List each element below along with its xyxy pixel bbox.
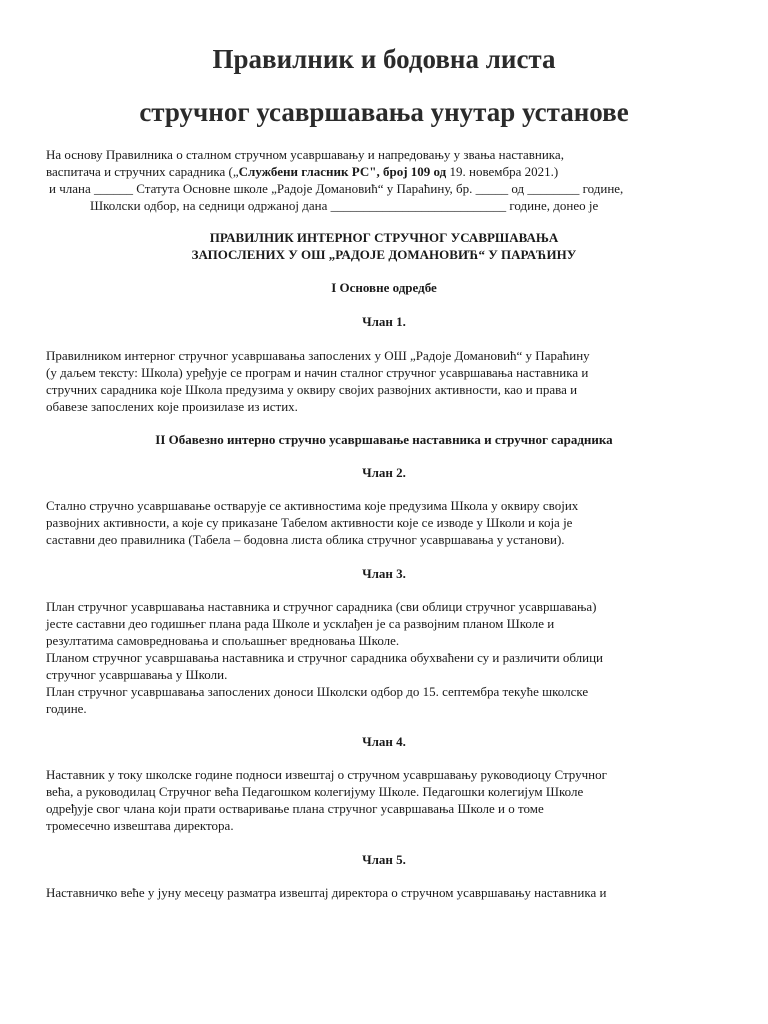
article-1-text — [46, 347, 736, 415]
article-3-line: године. — [46, 701, 87, 716]
section-heading-1: I Основне одредбе — [331, 280, 437, 295]
article-4-line: Наставник у току школске године подноси извештај о стручном усавршавању руководиоцу Стручног — [46, 767, 607, 782]
article-4-text — [46, 766, 736, 834]
article-4-line: одређује свог члана који прати остваривање плана стручног усавршавања Школе и о томе — [46, 801, 544, 816]
article-2-title: Члан 2. — [362, 465, 406, 480]
article-3-line: резултатима самовредновања и спољашњег вредновања Школе. — [46, 633, 400, 648]
intro-line-4: Школски одбор, на седници одржаној дана ___________________________ године, донео је — [90, 198, 599, 213]
article-1-line: стручних сарадника које Школа предузима у оквиру својих развојних активности, као и права и — [46, 382, 578, 397]
article-3-line: стручног усавршавања у Школи. — [46, 667, 228, 682]
article-4-line: тромесечно извештава директора. — [46, 818, 234, 833]
document-title-line-1: Правилник и бодовна листа — [212, 44, 556, 74]
article-2-text — [46, 497, 736, 548]
article-3-text — [46, 598, 736, 717]
intro-line-2-b: Службени гласник РС", број 109 од — [238, 164, 447, 179]
article-3-line: План стручног усавршавања запослених доноси Школски одбор до 15. септембра текуће школске — [46, 684, 589, 699]
article-3-line: План стручног усавршавања наставника и стручног сарадника (сви облици стручног усавршавања) — [46, 599, 597, 614]
article-1-line: (у даљем тексту: Школа) уређује се програм и начин сталног стручног усавршавања наставника и — [46, 365, 589, 380]
intro-line-3: и члана ______ Статута Основне школе „Радоје Домановић“ у Параћину, бр. _____ од ________ године, — [49, 181, 624, 196]
intro-line-2-c: 19. новембра 2021.) — [446, 164, 559, 179]
document-title-line-2: стручног усавршавања унутар установе — [139, 97, 629, 127]
article-3-line: јесте саставни део годишњег плана рада Школе и усклађен је са развојним планом Школе и — [46, 616, 555, 631]
article-4-title: Члан 4. — [362, 734, 406, 749]
article-2-line: саставни део правилника (Табела – бодовна листа облика стручног усавршавања у установи). — [46, 532, 565, 547]
rulebook-heading-line-2: ЗАПОСЛЕНИХ У ОШ „РАДОЈЕ ДОМАНОВИЋ“ У ПАРАЋИНУ — [191, 247, 577, 262]
article-2-line: Стално стручно усавршавање остварује се активностима које предузима Школа у оквиру својих — [46, 498, 579, 513]
article-1-line: Правилником интерног стручног усавршавања запослених у ОШ „Радоје Домановић“ у Параћину — [46, 348, 590, 363]
article-3-line: Планом стручног усавршавања наставника и стручног сарадника обухваћени су и различити облици — [46, 650, 604, 665]
article-1-line: обавезе запослених које произилазе из истих. — [46, 399, 298, 414]
article-3-title: Члан 3. — [362, 566, 406, 581]
article-4-line: већа, а руководилац Стручног већа Педагошком колегијуму Школе. Педагошки колегијум Школе — [46, 784, 584, 799]
intro-line-2 — [46, 163, 726, 180]
section-heading-2: II Обавезно интерно стручно усавршавање наставника и стручног сарадника — [155, 432, 613, 447]
rulebook-heading — [0, 229, 768, 263]
article-5-title: Члан 5. — [362, 852, 406, 867]
intro-paragraph — [46, 146, 726, 214]
article-2-line: развојних активности, а које су приказане Табелом активности које се изводе у Школи и која је — [46, 515, 573, 530]
rulebook-heading-line-1: ПРАВИЛНИК ИНТЕРНОГ СТРУЧНОГ УСАВРШАВАЊА — [209, 230, 559, 245]
article-5-text — [46, 884, 736, 901]
article-5-line: Наставничко веће у јуну месецу разматра извештај директора о стручном усавршавању наставника и — [46, 885, 607, 900]
article-1-title: Члан 1. — [362, 314, 406, 329]
intro-line-2-a: васпитача и стручних сарадника („ — [46, 164, 239, 179]
intro-line-1: На основу Правилника о сталном стручном усавршавању и напредовању у звања наставника, — [46, 147, 564, 162]
